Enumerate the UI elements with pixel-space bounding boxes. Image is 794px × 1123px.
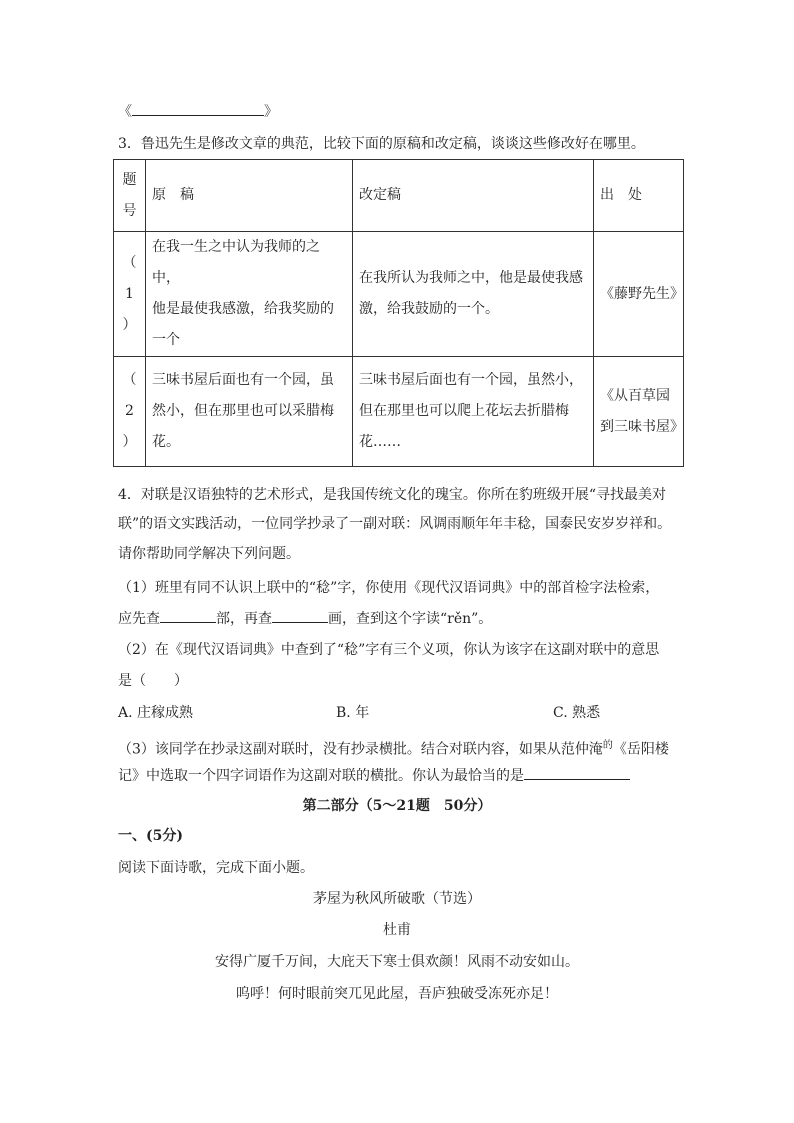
row-revised: 三味书屋后面也有一个园，虽然小， 但在那里也可以爬上花坛去折腊梅 花…… bbox=[353, 357, 594, 467]
table-header-row bbox=[114, 160, 684, 232]
radical-blank[interactable] bbox=[160, 608, 216, 623]
row-revised: 在我所认为我师之中，他是最使我感 激，给我鼓励的一个。 bbox=[353, 232, 594, 357]
row-num: （ 1 ） bbox=[114, 232, 146, 357]
row-source: 《藤野先生》 bbox=[594, 232, 684, 357]
row-original: 三味书屋后面也有一个园，虽 然小，但在那里也可以采腊梅 花。 bbox=[146, 357, 353, 467]
q4-sub2-line2: 是（ ） bbox=[118, 673, 188, 689]
table-row bbox=[114, 232, 684, 357]
poem-line: 安得广厦千万间，大庇天下寒士俱欢颜！风雨不动安如山。 bbox=[215, 954, 579, 970]
revision-table bbox=[113, 159, 684, 467]
poem-title: 茅屋为秋风所破歌（节选） bbox=[313, 891, 481, 907]
title-answer-line bbox=[118, 101, 278, 122]
row-source: 《从百草园 到三味书屋》 bbox=[594, 357, 684, 467]
q4-intro-line: 请你帮助同学解决下列问题。 bbox=[118, 546, 300, 562]
banner-answer-blank[interactable] bbox=[524, 765, 630, 780]
poem-line: 呜呼！何时眼前突兀见此屋，吾庐独破受冻死亦足！ bbox=[236, 986, 558, 1002]
section1-heading: 一、(5分) bbox=[118, 828, 183, 844]
header-source: 出 处 bbox=[594, 160, 684, 232]
row-original: 在我一生之中认为我师的之中， 他是最使我感激，给我奖励的 一个 bbox=[146, 232, 353, 357]
close-book-mark: 》 bbox=[264, 104, 278, 120]
reading-instruction: 阅读下面诗歌，完成下面小题。 bbox=[118, 860, 314, 876]
part2-heading: 第二部分（5～21题 50分） bbox=[302, 798, 492, 814]
option-b[interactable]: B. 年 bbox=[336, 705, 370, 721]
header-original: 原 稿 bbox=[146, 160, 353, 232]
header-num: 题 号 bbox=[114, 160, 146, 232]
option-a[interactable]: A. 庄稼成熟 bbox=[118, 705, 194, 721]
q4-sub1-line2: 应先查 部，再查 画，查到这个字读“rěn”。 bbox=[118, 608, 492, 629]
q4-intro-line: 联”的语文实践活动，一位同学抄录了一副对联：风调雨顺年年丰稔，国泰民安岁岁祥和。 bbox=[118, 516, 672, 532]
q4-sub3-line1: （3）该同学在抄录这副对联时，没有抄录横批。结合对联内容，如果从范仲淹$^的$《岳阳楼 bbox=[118, 740, 669, 758]
q4-sub2-line1: （2）在《现代汉语词典》中查到了“稔”字有三个义项，你认为该字在这副对联中的意思 bbox=[118, 642, 660, 658]
open-book-mark: 《 bbox=[118, 104, 132, 120]
q4-intro-line: 4．对联是汉语独特的艺术形式，是我国传统文化的瑰宝。你所在豹班级开展“寻找最美对 bbox=[118, 487, 667, 503]
q4-sub3-line2: 记》中选取一个四字词语作为这副对联的横批。你认为最恰当的是 bbox=[118, 765, 630, 786]
q3-prompt: 3．鲁迅先生是修改文章的典范，比较下面的原稿和改定稿，谈谈这些修改好在哪里。 bbox=[118, 136, 645, 152]
option-c[interactable]: C. 熟悉 bbox=[553, 705, 601, 721]
poem-author: 杜甫 bbox=[383, 922, 411, 938]
q4-sub1-line1: （1）班里有同不认识上联中的“稔”字，你使用《现代汉语词典》中的部首检字法检索， bbox=[118, 580, 660, 596]
table-row bbox=[114, 357, 684, 467]
title-blank[interactable] bbox=[132, 101, 264, 116]
header-revised: 改定稿 bbox=[353, 160, 594, 232]
row-num: （ 2 ） bbox=[114, 357, 146, 467]
stroke-count-blank[interactable] bbox=[272, 608, 328, 623]
